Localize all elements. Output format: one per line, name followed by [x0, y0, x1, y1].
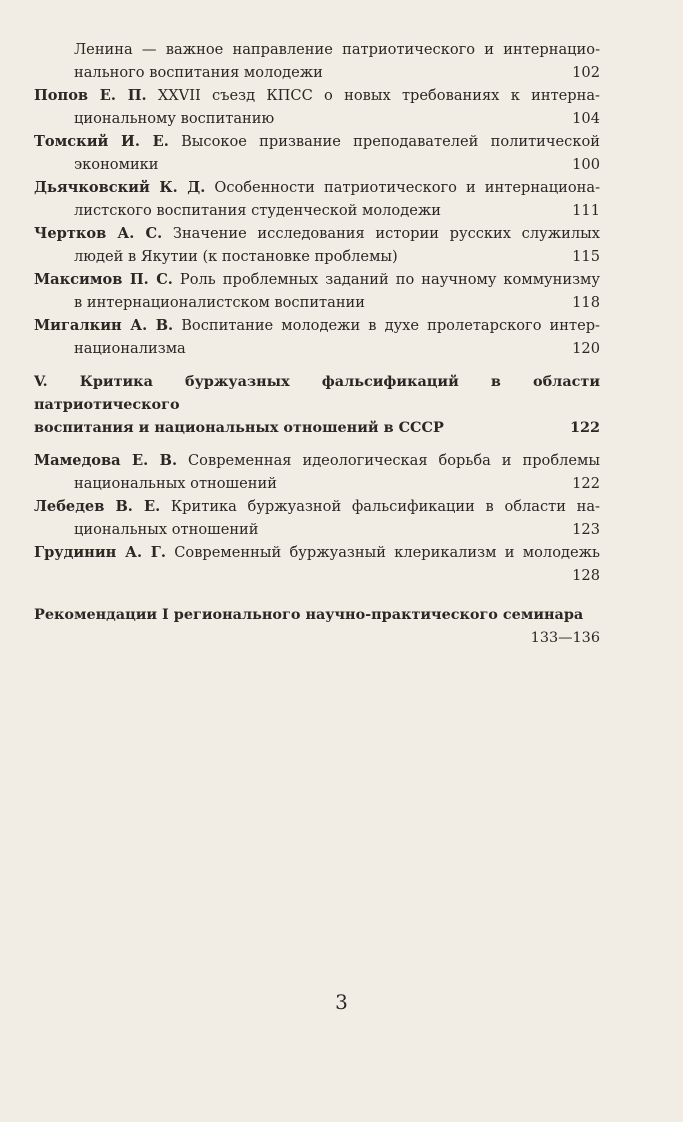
entry-title-line: [34, 84, 600, 107]
entry-title-line: [34, 495, 600, 518]
entry-page-number: 104: [572, 110, 600, 127]
entry-page-number: 118: [572, 294, 600, 311]
entry-continuation-line: [34, 199, 600, 222]
entry-title-text: Критика буржуазной фальсификации в области на-: [160, 498, 600, 515]
section-continuation-line: [34, 416, 600, 439]
toc-entry: [34, 176, 600, 222]
entry-title-text: Значение исследования истории русских служилых: [162, 225, 600, 242]
entry-title-text: Высокое призвание преподавателей политической: [168, 133, 600, 150]
entry-title-text: Роль проблемных заданий по научному коммунизму: [172, 271, 600, 288]
entry-title-line: [34, 449, 600, 472]
entry-title-line: [34, 176, 600, 199]
entry-title-continuation: нального воспитания молодежи: [74, 64, 323, 81]
entry-title-text: Воспитание молодежи в духе пролетарского интер-: [173, 317, 600, 334]
entry-continuation-line: [34, 564, 600, 587]
entry-page-number: 122: [572, 475, 600, 492]
entry-title-continuation: экономики: [74, 156, 159, 173]
entry-continuation-line: [34, 107, 600, 130]
entry-author: Чертков А. С.: [34, 225, 163, 242]
entry-continuation-line: [34, 518, 600, 541]
entry-title-line: [34, 130, 600, 153]
entry-title-text: Ленина — важное направление патриотического и интернацио-: [74, 41, 600, 58]
entry-page-number: 100: [572, 156, 600, 173]
entry-title-continuation: людей в Якутии (к постановке проблемы): [74, 248, 398, 265]
section-title-continuation: воспитания и национальных отношений в СССР: [34, 419, 444, 436]
toc-entry: [34, 541, 600, 587]
entry-title-text: Особенности патриотического и интернациона-: [205, 179, 600, 196]
page-number: 3: [335, 990, 348, 1014]
recommendations-title: Рекомендации I регионального научно-практического семинара: [34, 606, 584, 623]
entry-continuation-line: [34, 61, 600, 84]
entry-author: Попов Е. П.: [34, 87, 147, 104]
toc-entry: [34, 84, 600, 130]
entry-continuation-line: [34, 245, 600, 268]
toc-entry: [34, 130, 600, 176]
entry-title-continuation: циональному воспитанию: [74, 110, 275, 127]
entry-title-line: [34, 268, 600, 291]
toc-entry: [34, 495, 600, 541]
entry-continuation-line: [34, 337, 600, 360]
entry-author: Томский И. Е.: [34, 133, 169, 150]
toc-entry: [34, 38, 600, 84]
entry-page-number: 120: [572, 340, 600, 357]
toc-entry: [34, 449, 600, 495]
toc-entry: [34, 268, 600, 314]
entry-page-number: 123: [572, 521, 600, 538]
toc-entry: [34, 314, 600, 360]
entry-title-text: Современный буржуазный клерикализм и молодежь: [165, 544, 600, 561]
table-of-contents: [34, 38, 600, 650]
entry-page-number: 102: [572, 64, 600, 81]
entry-page-number: 128: [572, 567, 600, 584]
toc-entry: [34, 222, 600, 268]
entry-title-continuation: национальных отношений: [74, 475, 277, 492]
entry-title-line: [34, 38, 600, 61]
spacer: [34, 439, 600, 449]
toc-recommendations: [34, 603, 600, 650]
entry-title-continuation: национализма: [74, 340, 186, 357]
entry-author: Мамедова Е. В.: [34, 452, 178, 469]
entry-title-text: Современная идеологическая борьба и проблемы: [177, 452, 600, 469]
entry-author: Максимов П. С.: [34, 271, 173, 288]
entry-continuation-line: [34, 153, 600, 176]
entry-title-line: [34, 222, 600, 245]
entry-author: Лебедев В. Е.: [34, 498, 161, 515]
entry-continuation-line: [34, 291, 600, 314]
entry-title-continuation: листского воспитания студенческой молодежи: [74, 202, 441, 219]
entry-author: Дьячковский К. Д.: [34, 179, 206, 196]
entry-title-text: XXVII съезд КПСС о новых требованиях к интерна-: [146, 87, 600, 104]
recommendations-pages: 133—136: [530, 630, 600, 646]
entry-author: Грудинин А. Г.: [34, 544, 166, 561]
entry-continuation-line: [34, 472, 600, 495]
section-page-number: 122: [569, 419, 600, 436]
recommendations-page-range: [34, 626, 600, 650]
entry-author: Мигалкин А. В.: [34, 317, 174, 334]
entry-page-number: 115: [572, 248, 600, 265]
toc-section-heading: [34, 370, 600, 439]
entry-title-line: [34, 314, 600, 337]
entry-page-number: 111: [572, 202, 600, 219]
entry-title-continuation: циональных отношений: [74, 521, 259, 538]
entry-title-continuation: в интернационалистском воспитании: [74, 294, 366, 311]
entry-title-line: [34, 541, 600, 564]
section-title-line: V. Критика буржуазных фальсификаций в области патриотического: [34, 373, 600, 413]
